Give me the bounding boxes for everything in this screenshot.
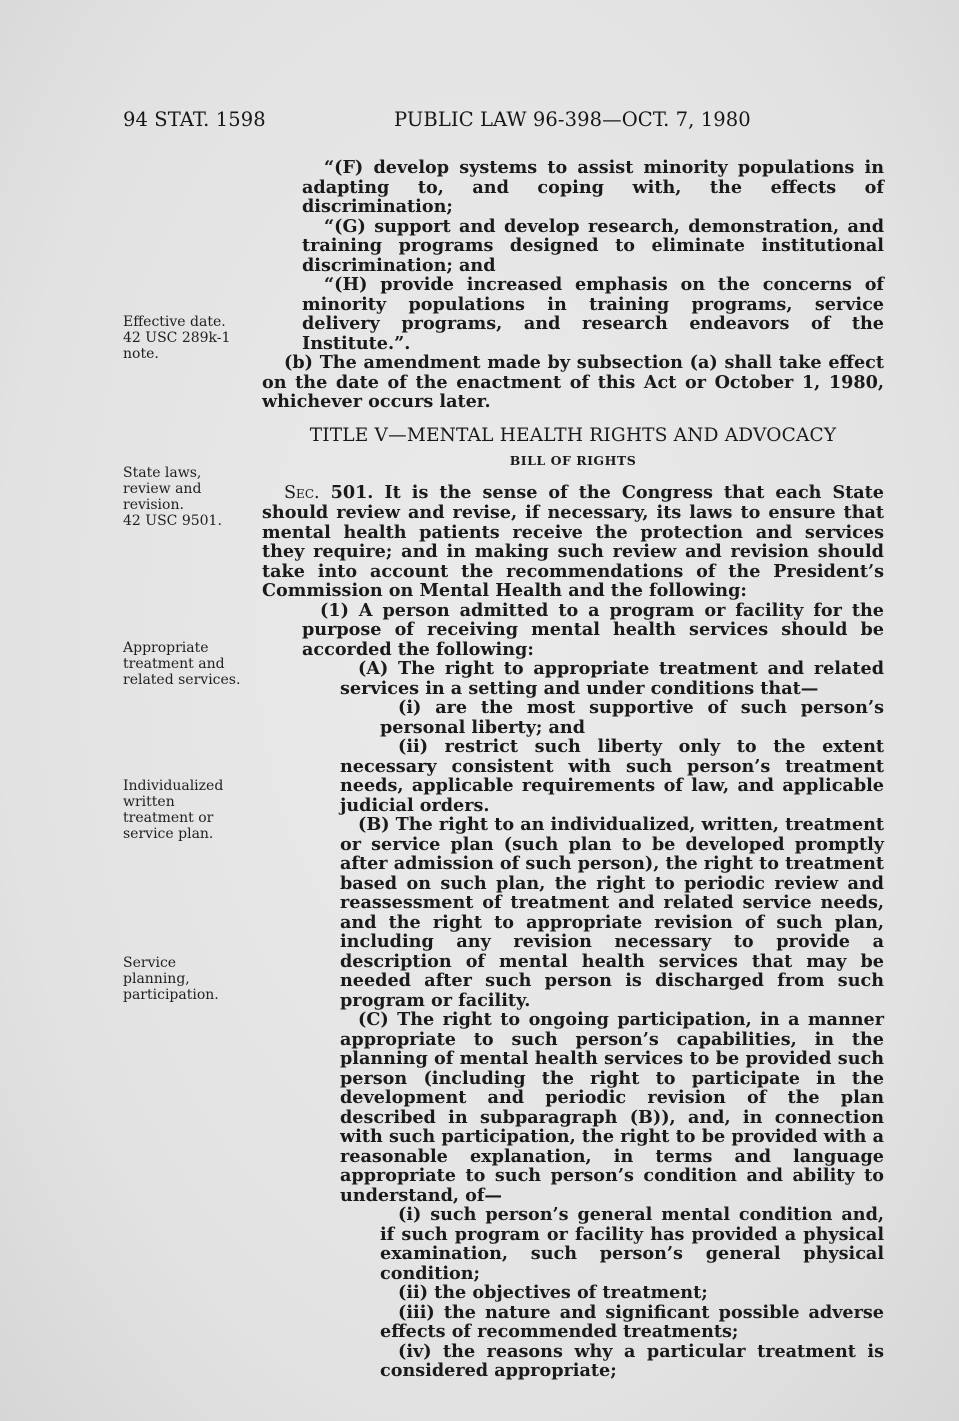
margin-note-line: Individualized [123,778,224,794]
margin-note-line: State laws, [123,465,202,481]
clause-g: “(G) support and develop research, demonstration, and training programs designed to eliminate institutional discrimination; and [302,215,884,276]
section-501-text: 501. It is the sense of the Congress that each State should review and revise, if necessary, its laws to ensure that mental health patients receive the protection and services they require; and in making such review and revision should take into account the recommendations of the President’s Commission on Mental Health and the following: [262,481,884,601]
margin-note-line: service plan. [123,826,214,842]
margin-note-line: treatment or [123,810,214,826]
subparagraph-a: (A) The right to appropriate treatment and related services in a setting and under conditions that— [340,658,884,699]
clause-c-iv: (iv) the reasons why a particular treatment is considered appropriate; [380,1340,884,1381]
section-501 [262,483,884,601]
clause-c-i: (i) such person’s general mental condition and, if such program or facility has provided a physical examination, such person’s general physical condition; [380,1204,884,1284]
statute-body [262,158,884,1381]
title-heading: TITLE V—MENTAL HEALTH RIGHTS AND ADVOCACY [309,424,837,446]
margin-note-line: revision. [123,497,184,513]
margin-note-line: related services. [123,672,241,688]
margin-note-effective-date [123,314,253,362]
margin-note-state-laws [123,465,253,529]
margin-note-line: treatment and [123,656,225,672]
margin-note-line: written [123,794,175,810]
margin-note-line: Service [123,955,177,971]
margin-note-line: Appropriate [123,640,209,656]
margin-note-line: 42 USC 289k-1 [123,330,231,346]
paragraph-1: (1) A person admitted to a program or facility for the purpose of receiving mental health services should be accorded the following: [302,599,884,660]
subsection-b: (b) The amendment made by subsection (a) shall take effect on the date of the enactment of this Act or October 1, 1980, whichever occurs later. [262,352,884,412]
clause-c-ii: (ii) the objectives of treatment; [398,1282,708,1303]
public-law-header: PUBLIC LAW 96-398—OCT. 7, 1980 [394,108,751,131]
clause-f: “(F) develop systems to assist minority populations in adapting to, and coping with, the effects of discrimination; [302,157,884,217]
margin-note-line: 42 USC 9501. [123,513,222,529]
section-heading: BILL OF RIGHTS [509,453,637,468]
margin-note-appropriate-treatment [123,640,253,688]
margin-note-line: Effective date. [123,314,226,330]
subparagraph-b: (B) The right to an individualized, written, treatment or service plan (such plan to be developed promptly after admission of such person), the right to treatment based on such plan, the right to periodic review and reassessment of treatment and related service needs, and the right to appropriate revision of such plan, including any revision necessary to provide a description of mental health services that may be needed after such person is discharged from such program or facility. [340,814,884,1011]
clause-h: “(H) provide increased emphasis on the concerns of minority populations in training programs, service delivery programs, and research endeavors of the Institute.”. [302,274,884,354]
margin-note-service-planning [123,955,253,1003]
clause-a-ii: (ii) restrict such liberty only to the extent necessary consistent with such person’s treatment needs, applicable requirements of law, and applicable judicial orders. [340,736,884,816]
clause-c-iii: (iii) the nature and significant possible adverse effects of recommended treatments; [380,1301,884,1342]
stat-reference: 94 STAT. 1598 [123,108,266,131]
section-label: Sec. [284,482,320,503]
margin-note-line: review and [123,481,202,497]
margin-note-line: planning, [123,971,190,987]
subparagraph-c: (C) The right to ongoing participation, in a manner appropriate to such person’s capabilities, in the planning of mental health services to be provided such person (including the right to participate in the development and periodic revision of the plan described in subparagraph (B)), and, in connection with such participation, the right to be provided with a reasonable explanation, in terms and language appropriate to such person’s condition and ability to understand, of— [340,1009,884,1206]
margin-note-line: participation. [123,987,219,1003]
margin-note-individualized-plan [123,778,253,842]
margin-note-line: note. [123,346,159,362]
clause-a-i: (i) are the most supportive of such person’s personal liberty; and [380,697,884,738]
